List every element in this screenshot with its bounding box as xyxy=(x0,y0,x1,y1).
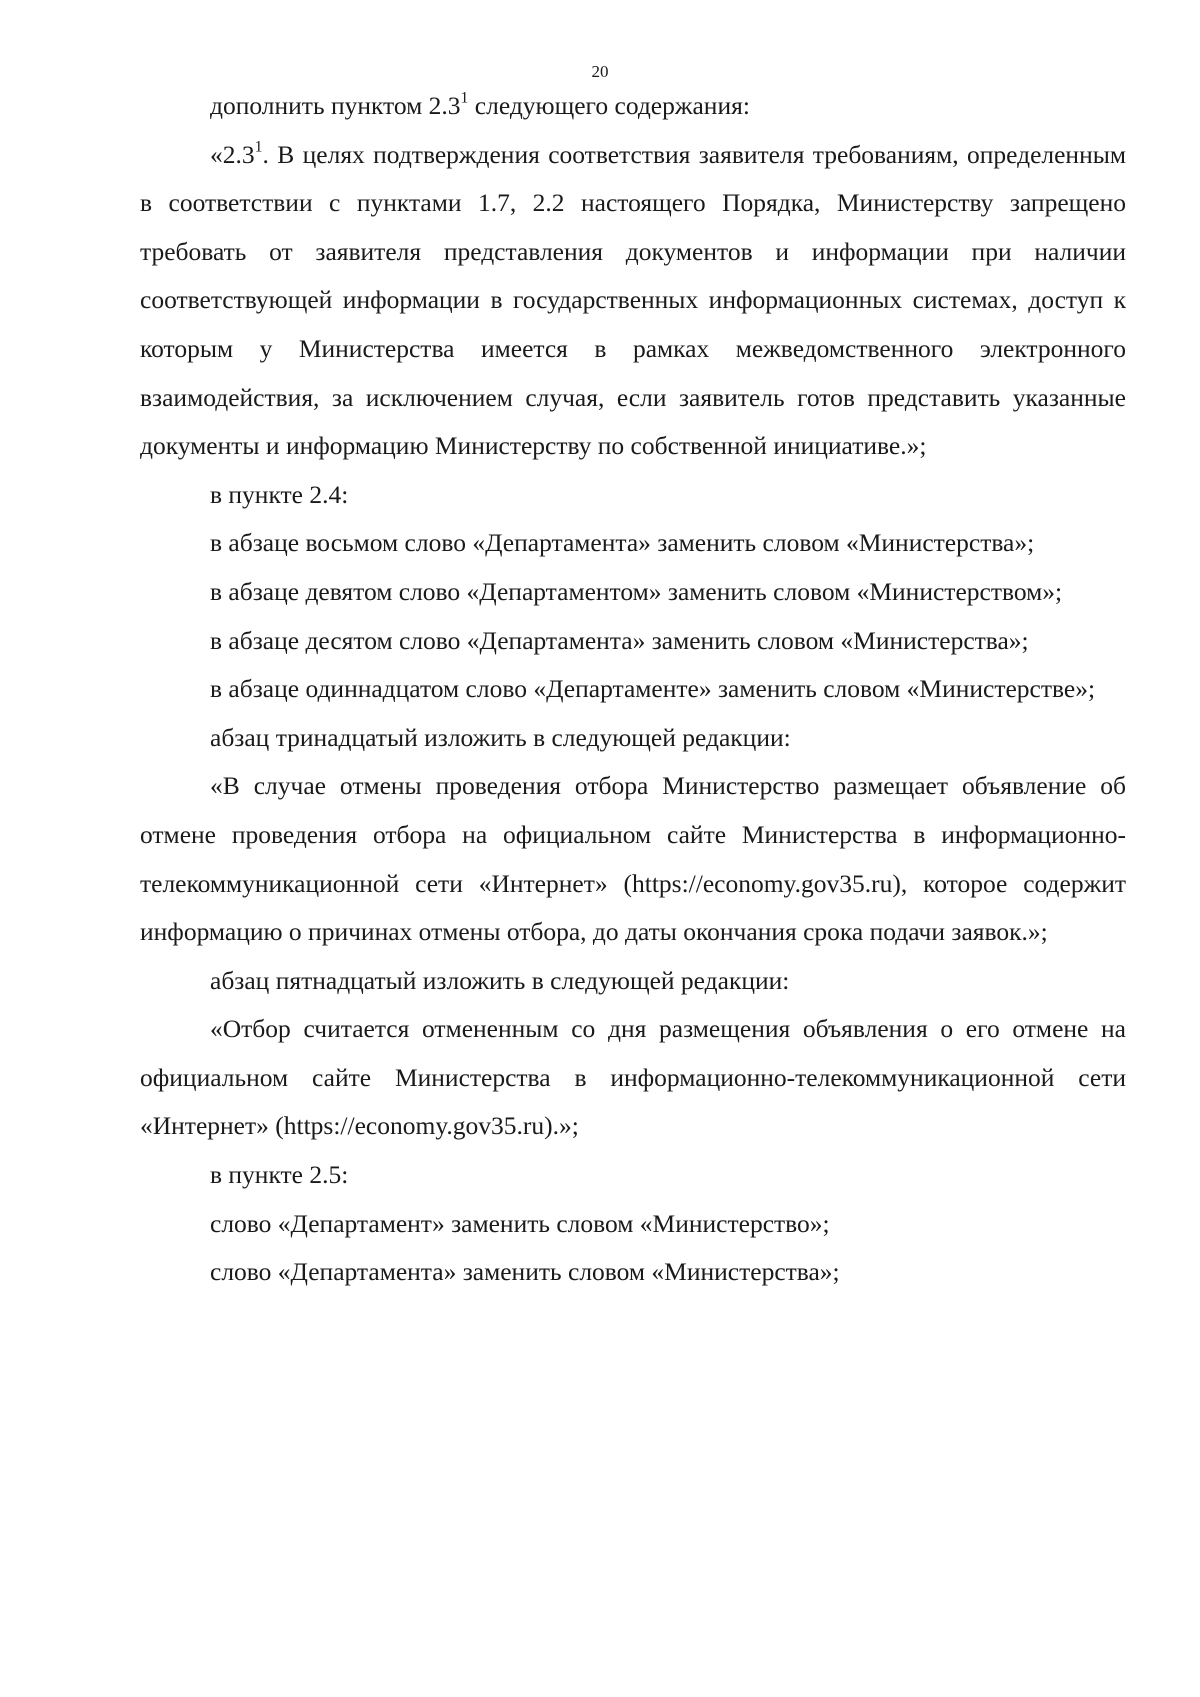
paragraph-fifteenth-intro: абзац пятнадцатый изложить в следующей редакции: xyxy=(210,965,790,995)
paragraph-word-replace-1: слово «Департамент» заменить словом «Министерство»; xyxy=(210,1208,830,1238)
superscript: 1 xyxy=(460,89,469,107)
paragraph-item-2-4: в пункте 2.4: xyxy=(210,479,349,509)
document-body xyxy=(140,82,1126,1297)
superscript: 1 xyxy=(254,138,263,156)
paragraph-cancelled: «Отбор считается отмененным со дня размещения объявления о его отмене на официальном сайте Министерства в информационно-телекоммуникационной сети «Интернет» (https://economy.gov35.ru).»; xyxy=(140,1014,1126,1141)
paragraph-item-2-5: в пункте 2.5: xyxy=(210,1160,349,1190)
paragraph-ninth: в абзаце девятом слово «Департаментом» заменить словом «Министерством»; xyxy=(210,576,1063,606)
paragraph-thirteenth-intro: абзац тринадцатый изложить в следующей редакции: xyxy=(210,722,791,752)
paragraph-clause-2-3-1: «$2.3^1$. В целях подтверждения соответствия заявителя требованиям, определенным в соответствии с пунктами 1.7, 2.2 настоящего Порядка, Министерству запрещено требовать от заявителя представления документов и информации при наличии соответствующей информации в государственных информационных системах, доступ к которым у Министерства имеется в рамках межведомственного электронного взаимодействия, за исключением случая, если заявитель готов представить указанные документы и информацию Министерству по собственной инициативе.»; xyxy=(140,138,1126,461)
paragraph-tenth: в абзаце десятом слово «Департамента» заменить словом «Министерства»; xyxy=(210,625,1029,655)
paragraph-eighth: в абзаце восьмом слово «Департамента» заменить словом «Министерства»; xyxy=(210,528,1035,558)
page-number: 20 xyxy=(591,62,609,81)
paragraph-word-replace-2: слово «Департамента» заменить словом «Министерства»; xyxy=(210,1257,840,1287)
paragraph-eleventh: в абзаце одиннадцатом слово «Департаменте» заменить словом «Министерстве»; xyxy=(210,674,1096,704)
paragraph-amendment-intro: дополнить пунктом $2.3^1$ следующего содержания: xyxy=(210,89,750,120)
paragraph-cancellation: «В случае отмены проведения отбора Министерство размещает объявление об отмене проведения отбора на официальном сайте Министерства в информационно-телекоммуникационной сети «Интернет» (https://economy.gov35.ru), которое содержит информацию о причинах отмены отбора, до даты окончания срока подачи заявок.»; xyxy=(140,771,1126,947)
